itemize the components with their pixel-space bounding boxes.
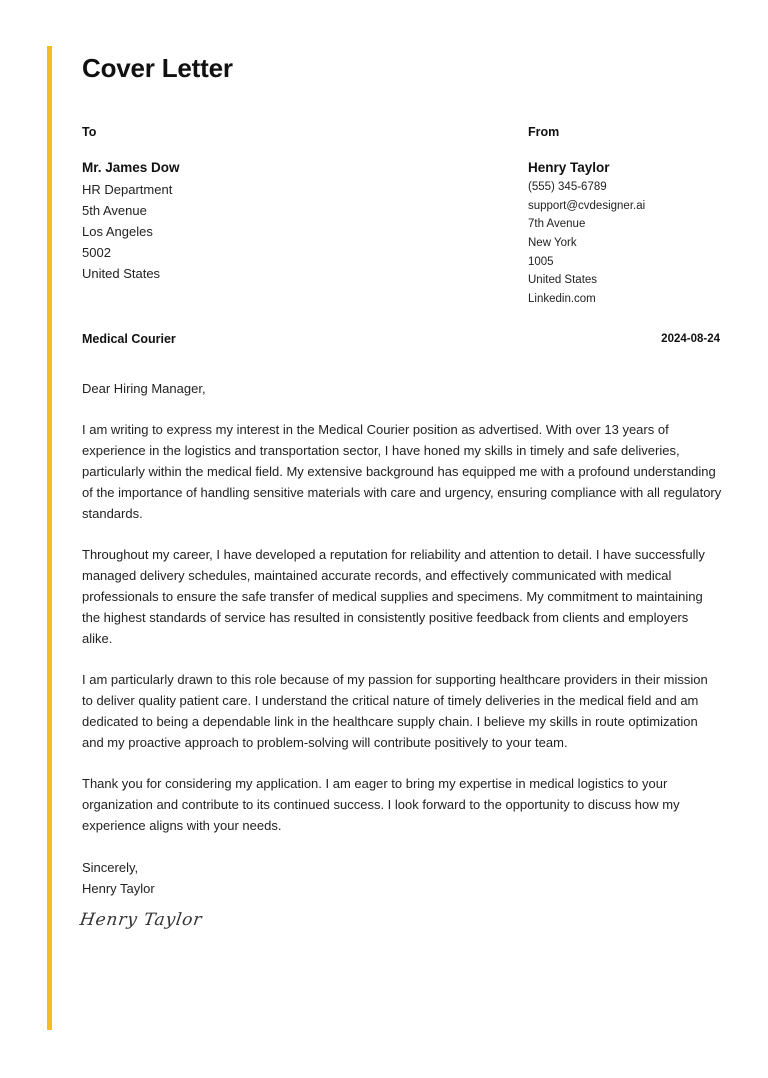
recipient-name: Mr. James Dow — [82, 160, 180, 175]
recipient-line: HR Department — [82, 182, 173, 197]
paragraph: I am writing to express my interest in the Medical Courier position as advertised. With over 13 years of experience in the logistics and transportation sector, I have honed my skills in timely and safe deliveries, particularly within the medical field. My extensive background has equipped me with a profound understanding of the importance of handling sensitive materials with care and urgency, ensuring compliance with all regulatory standards. — [82, 422, 722, 521]
recipient-line: 5002 — [82, 245, 111, 260]
letter-body — [82, 378, 722, 856]
from-label: From — [528, 125, 560, 139]
closing-block — [82, 857, 155, 899]
sender-phone: (555) 345-6789 — [528, 181, 607, 193]
sender-name: Henry Taylor — [528, 160, 610, 175]
recipient-block — [82, 159, 382, 284]
closing-name: Henry Taylor — [82, 881, 155, 896]
recipient-line: Los Angeles — [82, 224, 153, 239]
recipient-line: 5th Avenue — [82, 203, 147, 218]
recipient-line: United States — [82, 266, 161, 281]
sender-zip: 1005 — [528, 255, 554, 268]
to-label: To — [82, 125, 97, 139]
paragraph: I am particularly drawn to this role because of my passion for supporting healthcare providers in their mission to deliver quality patient care. I understand the critical nature of timely deliveries in the medical field and am dedicated to being a dependable link in the healthcare supply chain. I believe my skills in route optimization and my proactive approach to problem-solving will contribute positively to your team. — [82, 672, 708, 750]
page-title: Cover Letter — [82, 53, 233, 83]
sender-street: 7th Avenue — [528, 218, 586, 231]
accent-bar — [47, 46, 52, 1030]
job-position: Medical Courier — [82, 332, 176, 346]
sender-country: United States — [528, 274, 598, 287]
sender-email: support@cvdesigner.ai — [528, 199, 646, 212]
sender-city: New York — [528, 237, 577, 250]
closing-phrase: Sincerely, — [82, 860, 139, 875]
sender-linkedin: Linkedin.com — [528, 293, 596, 306]
greeting: Dear Hiring Manager, — [82, 381, 206, 396]
letter-date: 2024-08-24 — [661, 333, 720, 345]
sender-block — [528, 159, 728, 309]
paragraph: Thank you for considering my application. I am eager to bring my expertise in medical logistics to your organization and contribute to its continued success. I look forward to the opportunity to discuss how my experience aligns with your needs. — [82, 776, 680, 833]
paragraph: Throughout my career, I have developed a reputation for reliability and attention to detail. I have successfully managed delivery schedules, maintained accurate records, and effectively communicated with medical professionals to ensure the safe transfer of medical supplies and specimens. My commitment to maintaining the highest standards of service has resulted in consistently positive feedback from clients and employers alike. — [82, 547, 705, 646]
signature: Henry Taylor — [78, 910, 204, 930]
